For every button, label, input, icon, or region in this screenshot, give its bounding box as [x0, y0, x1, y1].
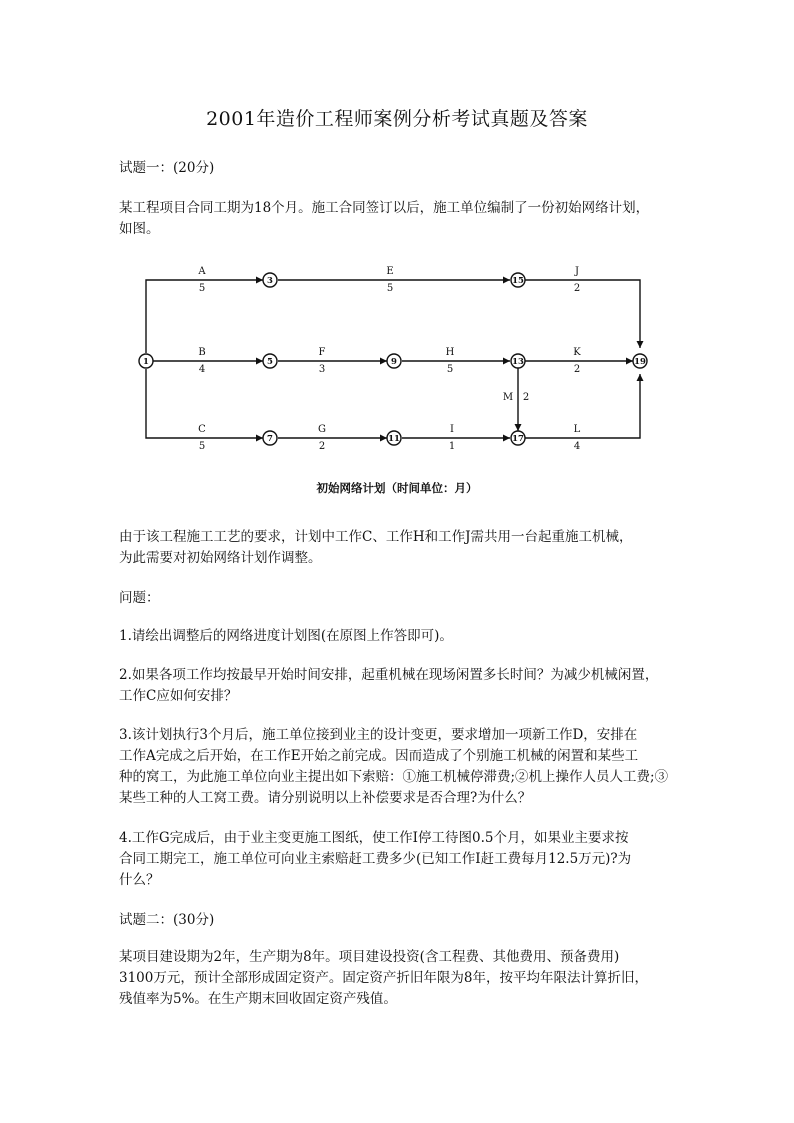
question-1-heading: 试题一：(20分): [119, 160, 215, 176]
activity-a-name: A: [198, 266, 206, 277]
activity-f-duration: 3: [318, 364, 326, 375]
context-paragraph: 由于该工程施工工艺的要求，计划中工作C、工作H和工作J需共用一台起重施工机械， 为此需要对初始网络计划作调整。: [119, 529, 633, 566]
activity-g-duration: 2: [318, 441, 326, 452]
node-label-7: 7: [267, 434, 273, 444]
node-label-13: 13: [512, 357, 524, 367]
activity-c-name: C: [198, 424, 206, 435]
question-1: 1.请绘出调整后的网络进度计划图(在原图上作答即可)。: [119, 628, 453, 644]
node-label-3: 3: [267, 276, 273, 286]
activity-l-duration: 4: [573, 441, 581, 452]
node-label-1: 1: [143, 357, 149, 367]
activity-e-name: E: [386, 266, 394, 277]
node-label-19: 19: [634, 357, 646, 367]
node-label-11: 11: [388, 434, 400, 444]
question-2-heading: 试题二：(30分): [119, 912, 215, 928]
activity-j-name: J: [574, 266, 580, 277]
activity-f-name: F: [318, 347, 326, 358]
question-2: 2.如果各项工作均按最早开始时间安排，起重机械在现场闲置多长时间？为减少机械闲置， 工作C应如何安排？: [119, 667, 659, 704]
activity-h-name: H: [445, 347, 455, 358]
intro-paragraph: 某工程项目合同工期为18个月。施工合同签订以后，施工单位编制了一份初始网络计划， 如图。: [119, 200, 650, 237]
activity-k-name: K: [573, 347, 581, 358]
activity-m-duration: 2: [522, 392, 530, 403]
activity-g-name: G: [318, 424, 326, 435]
node-label-5: 5: [267, 357, 273, 367]
activity-c-duration: 5: [198, 441, 206, 452]
node-label-9: 9: [391, 357, 397, 367]
activity-i-duration: 1: [448, 441, 456, 452]
activity-j-duration: 2: [573, 283, 581, 294]
question-3: 3.该计划执行3个月后，施工单位接到业主的设计变更，要求增加一项新工作D，安排在 工作A完成之后开始，在工作E开始之前完成。因而造成了个别施工机械的闲置和某些工 种的窝工，为此施工单位向业主提出如下索赔：①施工机械停滞费;②机上操作人员人工费;③ 某些工种的人工窝工费。请分别说明以上补偿要求是否合理?为什么？: [119, 727, 669, 806]
activity-m-name: M: [502, 392, 514, 403]
activity-a-duration: 5: [198, 283, 206, 294]
question-4: 4.工作G完成后，由于业主变更施工图纸，使工作I停工待图0.5个月，如果业主要求按 合同工期完工，施工单位可向业主索赔赶工费多少(已知工作I赶工费每月12.5万元)?为 什么？: [119, 830, 632, 888]
question-2-paragraph: 某项目建设期为2年，生产期为8年。项目建设投资(含工程费、其他费用、预备费用) 3100万元，预计全部形成固定资产。固定资产折旧年限为8年，按平均年限法计算折旧， 残值率为5%。在生产期末回收固定资产残值。: [119, 949, 648, 1007]
activity-k-duration: 2: [573, 364, 581, 375]
activity-h-duration: 5: [446, 364, 454, 375]
node-label-15: 15: [512, 276, 524, 286]
activity-e-duration: 5: [386, 283, 394, 294]
activity-b-duration: 4: [198, 364, 206, 375]
activity-b-name: B: [198, 347, 206, 358]
figure-caption: 初始网络计划（时间单位：月）: [316, 481, 478, 495]
node-label-17: 17: [512, 434, 524, 444]
activity-i-name: I: [450, 424, 454, 435]
activity-l-name: L: [573, 424, 581, 435]
document-title: 2001年造价工程师案例分析考试真题及答案: [206, 108, 588, 130]
questions-heading: 问题：: [119, 590, 160, 606]
network-diagram: [130, 255, 670, 470]
